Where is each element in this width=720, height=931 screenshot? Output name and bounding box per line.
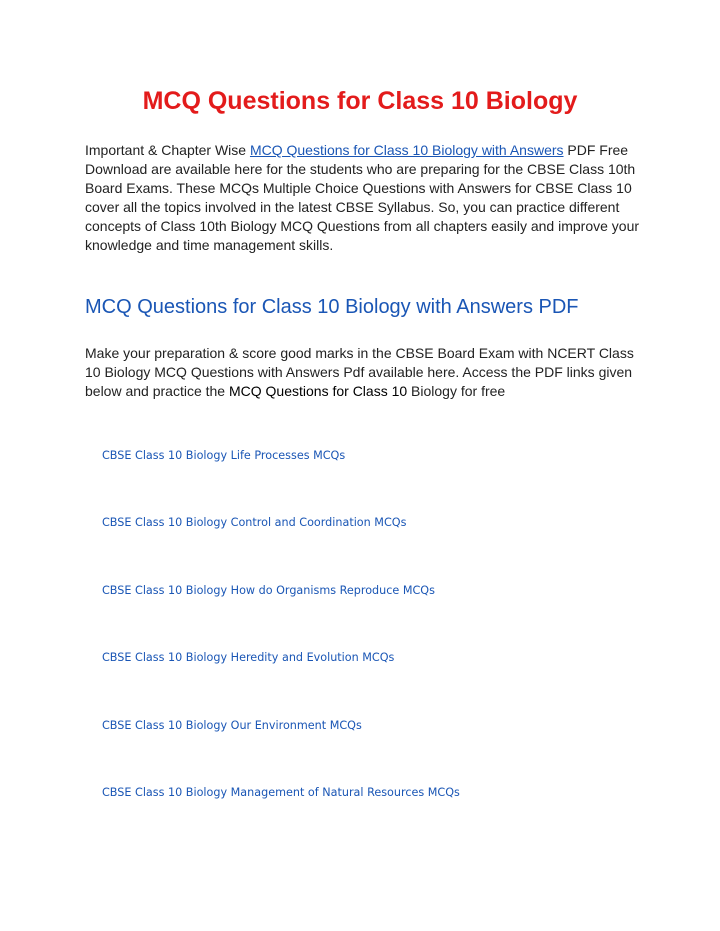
heredity-evolution-link[interactable]: CBSE Class 10 Biology Heredity and Evolution MCQs	[102, 651, 395, 665]
chapter-list-item	[102, 648, 662, 715]
life-processes-link[interactable]: CBSE Class 10 Biology Life Processes MCQs	[102, 449, 346, 462]
chapter-link-list	[102, 446, 662, 850]
mcq-class10-link[interactable]: MCQ Questions for Class 10	[228, 383, 408, 399]
chapter-list-item	[102, 581, 662, 648]
intro-text-start: Important & Chapter Wise	[85, 142, 250, 158]
section-heading: MCQ Questions for Class 10 Biology with Answers PDF	[85, 296, 579, 318]
chapter-list-item	[102, 783, 662, 850]
organisms-reproduce-link[interactable]: CBSE Class 10 Biology How do Organisms Reproduce MCQs	[102, 583, 435, 597]
natural-resources-link[interactable]: CBSE Class 10 Biology Management of Natural Resources MCQs	[102, 785, 460, 799]
preparation-text-start: Make your preparation & score good marks in the CBSE Board Exam with NCERT Class 10 Biology MCQ Questions with Answers Pdf available here. Access the PDF links given below and practice the	[85, 345, 634, 399]
chapter-list-item	[102, 446, 662, 513]
chapter-list-item	[102, 513, 662, 580]
preparation-paragraph	[85, 344, 635, 401]
page-title: MCQ Questions for Class 10 Biology	[142, 87, 578, 115]
preparation-text-end: Biology for free	[407, 383, 506, 399]
chapter-list-item	[102, 716, 662, 783]
intro-text-end: PDF Free Download are available here for the students who are preparing for the CBSE Class 10th Board Exams. These MCQs Multiple Choice Questions with Answers for CBSE Class 10 cover all the topics involved in the latest CBSE Syllabus. So, you can practice different concepts of Class 10th Biology MCQ Questions from all chapters easily and improve your knowledge and time management skills.	[85, 142, 640, 253]
control-coordination-link[interactable]: CBSE Class 10 Biology Control and Coordination MCQs	[102, 516, 407, 530]
our-environment-link[interactable]: CBSE Class 10 Biology Our Environment MCQs	[102, 718, 362, 732]
intro-paragraph	[85, 141, 641, 255]
mcq-answers-link[interactable]: MCQ Questions for Class 10 Biology with Answers	[249, 142, 564, 158]
